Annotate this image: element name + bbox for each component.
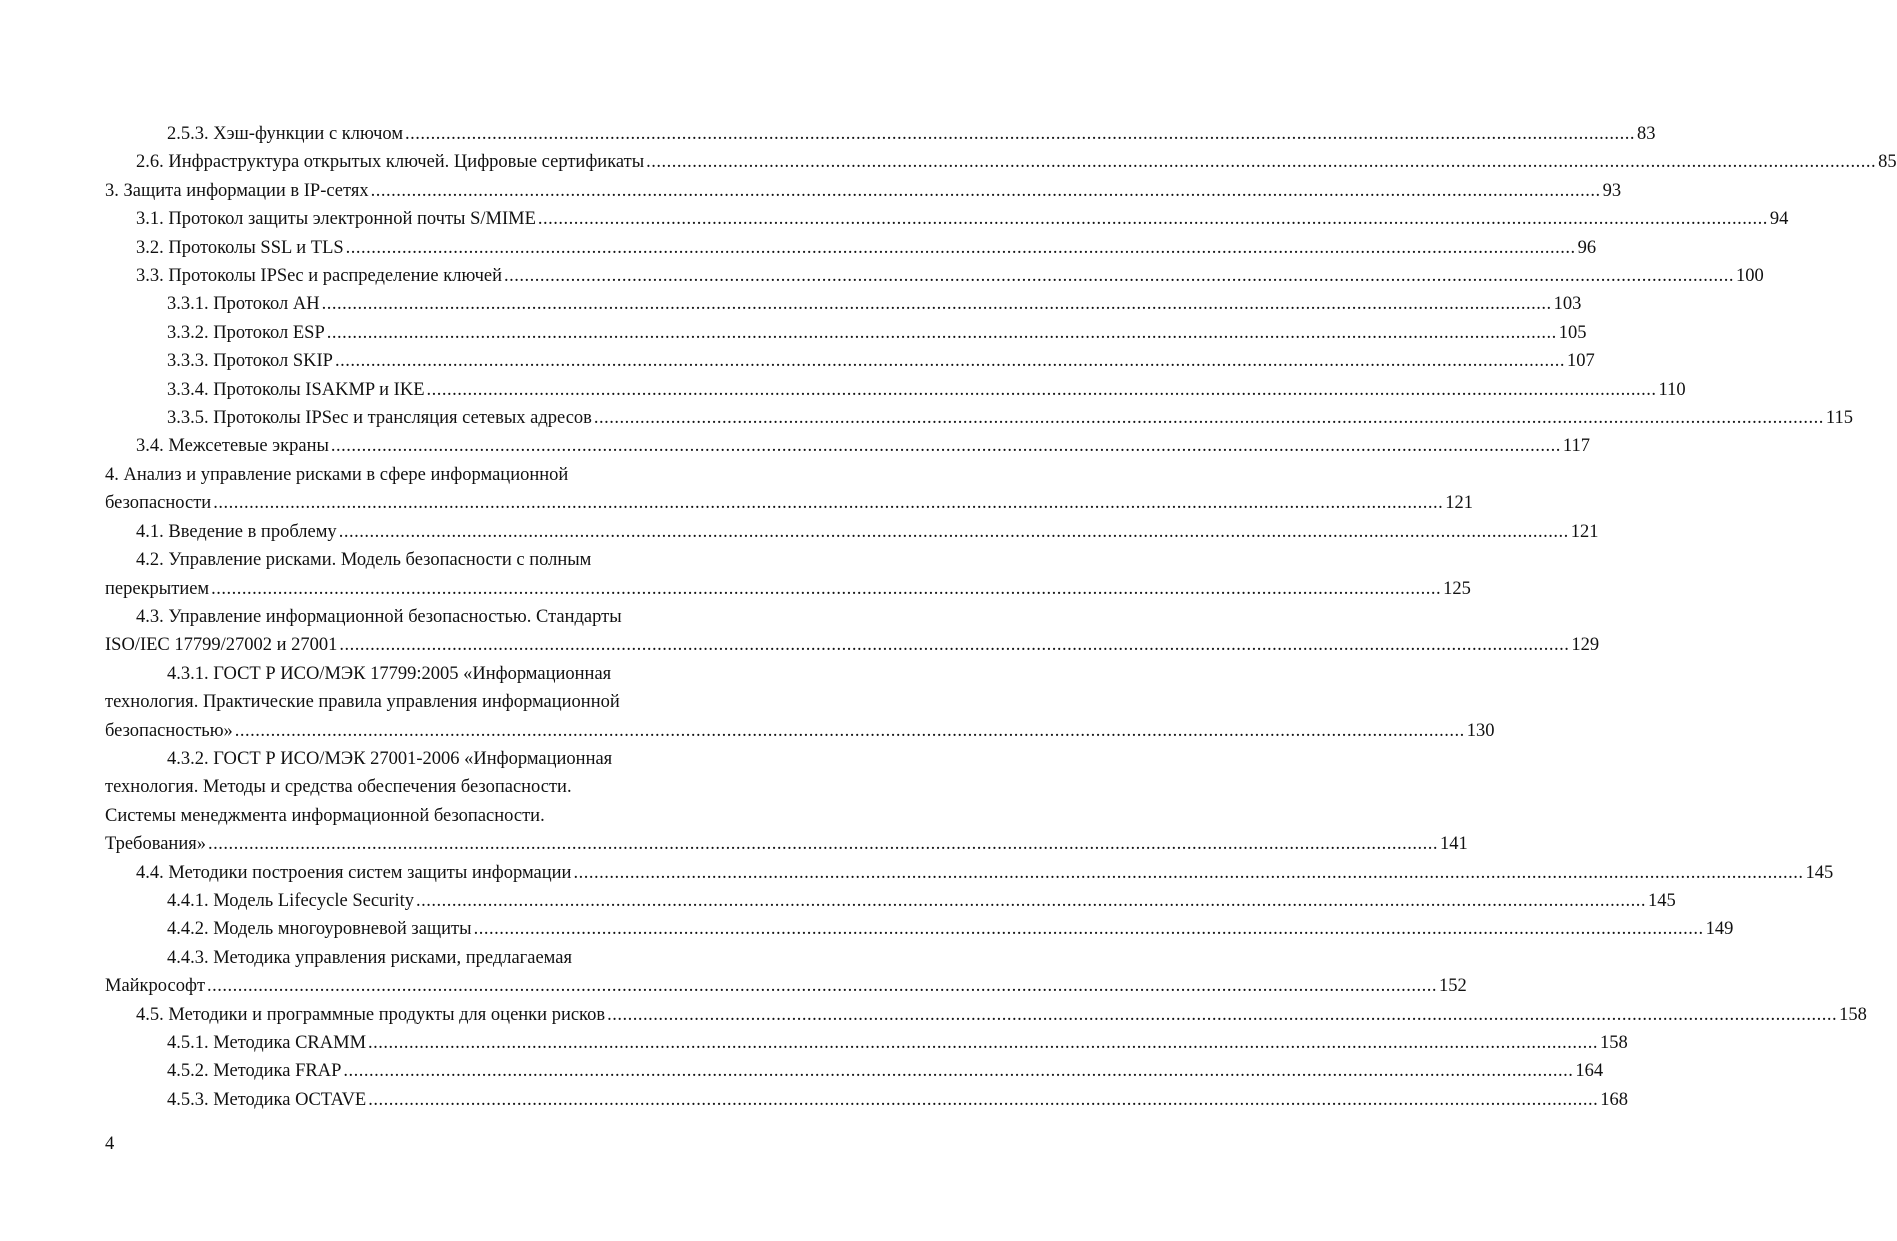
toc-entry-title: Системы менеджмента информационной безопасности.: [105, 805, 545, 826]
toc-entry-title: технология. Методы и средства обеспечения безопасности.: [105, 777, 572, 798]
toc-entry-title: 3.3.3. Протокол SKIP: [167, 351, 333, 372]
toc-entry-line: [105, 688, 770, 716]
toc-entry-line: [105, 177, 1622, 205]
toc-entry-title: 3.2. Протоколы SSL и TLS: [136, 237, 344, 258]
toc-dot-leader: [339, 631, 1569, 659]
toc-entry-title: 4.5.2. Методика FRAP: [167, 1061, 342, 1082]
toc-entry-title: 3.3.2. Протокол ESP: [167, 322, 325, 343]
toc-entry-title: 2.6. Инфраструктура открытых ключей. Цифровые сертификаты: [136, 152, 645, 173]
toc-entry-line: [105, 1086, 1628, 1114]
toc-page-number: 83: [1637, 124, 1656, 144]
toc-entry: [105, 660, 1495, 745]
toc-entry-title: 2.5.3. Хэш-функции с ключом: [167, 124, 404, 144]
toc-page-number: 145: [1648, 890, 1676, 911]
toc-entry-line: [105, 603, 770, 631]
toc-page-number: 125: [1443, 578, 1471, 599]
toc-entry-line: [105, 404, 1853, 432]
toc-entry-title: 3.4. Межсетевые экраны: [136, 436, 329, 457]
toc-page-number: 105: [1558, 322, 1587, 343]
toc-entry: [105, 205, 1789, 233]
toc-page-number: 149: [1705, 919, 1734, 940]
toc-entry: [105, 518, 1599, 546]
toc-entry-title: 3. Защита информации в IP-сетях: [105, 180, 369, 201]
toc-entry: [105, 745, 1468, 859]
toc-entry: [105, 1001, 1867, 1029]
toc-page-number: 93: [1602, 180, 1622, 201]
toc-entry-title: 4.5. Методики и программные продукты для оценки рисков: [136, 1004, 606, 1025]
toc-entry-line: [105, 148, 1897, 176]
toc-dot-leader: [322, 290, 1552, 318]
toc-dot-leader: [208, 830, 1438, 858]
toc-entry-line: [105, 944, 770, 972]
toc-page-number: 121: [1445, 493, 1473, 514]
toc-entry-line: [105, 376, 1686, 404]
toc-entry-line: [105, 745, 770, 773]
toc-entry-title: 4.4.1. Модель Lifecycle Security: [167, 890, 414, 911]
toc-entry-line: [105, 120, 1656, 148]
toc-dot-leader: [331, 432, 1561, 460]
toc-page-number: 141: [1439, 834, 1468, 855]
toc-entry-title: безопасностью»: [105, 720, 233, 741]
toc-entry: [105, 148, 1897, 176]
toc-entry: [105, 546, 1471, 603]
toc-entry: [105, 234, 1597, 262]
toc-entry-title: 4. Анализ и управление рисками в сфере информационной: [105, 464, 569, 485]
toc-entry-line: [105, 234, 1597, 262]
toc-entry-title: 4.3. Управление информационной безопасностью. Стандарты: [136, 606, 622, 627]
toc-entry-line: [105, 631, 1600, 659]
toc-entry-line: [105, 887, 1676, 915]
toc-entry-line: [105, 1029, 1628, 1057]
toc-entry: [105, 915, 1734, 943]
toc-entry: [105, 944, 1467, 1001]
toc-dot-leader: [504, 262, 1734, 290]
toc-page-number: 158: [1839, 1004, 1867, 1025]
toc-entry-line: [105, 489, 1473, 517]
toc-page-number: 103: [1553, 294, 1582, 315]
toc-entry-line: [105, 205, 1789, 233]
toc-dot-leader: [538, 205, 1768, 233]
toc-entry-title: 4.5.3. Методика OCTAVE: [167, 1089, 367, 1110]
toc-page-number: 130: [1466, 720, 1495, 741]
toc-entry-title: технология. Практические правила управления информационной: [105, 692, 620, 713]
toc-dot-leader: [368, 1029, 1598, 1057]
toc-entry-line: [105, 262, 1764, 290]
toc-entry: [105, 376, 1686, 404]
toc-entry-title: 4.2. Управление рисками. Модель безопасности с полным: [136, 550, 592, 571]
toc-entry-title: Майкрософт: [105, 976, 206, 997]
toc-page-number: 100: [1735, 266, 1764, 287]
toc-entry: [105, 347, 1595, 375]
toc-entry-title: 3.3.1. Протокол AH: [167, 294, 320, 315]
toc-entry-line: [105, 290, 1582, 318]
toc-entry-title: Требования»: [105, 834, 206, 855]
toc-entry-title: 4.3.1. ГОСТ Р ИСО/МЭК 17799:2005 «Информационная: [167, 663, 612, 684]
toc-page-number: 94: [1769, 209, 1789, 230]
toc-dot-leader: [474, 915, 1704, 943]
toc-entry: [105, 432, 1590, 460]
toc-entry-line: [105, 859, 1834, 887]
toc-page-number: 115: [1825, 408, 1853, 429]
toc-entry-title: 4.3.2. ГОСТ Р ИСО/МЭК 27001-2006 «Информационная: [167, 748, 613, 769]
toc-page-number: 96: [1577, 237, 1597, 258]
toc-entry-line: [105, 546, 770, 574]
toc-entry-title: безопасности: [105, 493, 212, 514]
toc-entry-line: [105, 660, 770, 688]
toc-entry-title: 4.4.2. Модель многоуровневой защиты: [167, 919, 472, 940]
toc-entry: [105, 290, 1582, 318]
toc-dot-leader: [646, 148, 1876, 176]
toc-dot-leader: [416, 887, 1646, 915]
toc-dot-leader: [405, 120, 1635, 148]
toc-entry-title: 4.5.1. Методика CRAMM: [167, 1033, 367, 1053]
toc-dot-leader: [207, 972, 1437, 1000]
toc-entry-title: 3.3.4. Протоколы ISAKMP и IKE: [167, 379, 425, 400]
toc-dot-leader: [339, 518, 1569, 546]
toc-entry: [105, 120, 1656, 148]
toc-dot-leader: [427, 376, 1657, 404]
toc-entry-title: 4.4. Методики построения систем защиты информации: [136, 862, 572, 883]
toc-page-number: 110: [1658, 379, 1686, 400]
toc-dot-leader: [368, 1086, 1598, 1114]
toc-entry: [105, 887, 1676, 915]
toc-page-number: 145: [1805, 862, 1834, 883]
toc-entry-line: [105, 1057, 1604, 1085]
toc-entry-line: [105, 915, 1734, 943]
toc-dot-leader: [594, 404, 1824, 432]
toc-entry-line: [105, 830, 1468, 858]
toc-dot-leader: [343, 1057, 1573, 1085]
table-of-contents: [105, 120, 1897, 1114]
toc-entry: [105, 1086, 1628, 1114]
toc-entry-line: [105, 347, 1595, 375]
toc-page-number: 107: [1566, 351, 1595, 372]
toc-entry-line: [105, 1001, 1867, 1029]
toc-dot-leader: [327, 319, 1557, 347]
toc-entry-title: 3.1. Протокол защиты электронной почты S/MIME: [136, 209, 536, 230]
toc-page-number: 168: [1600, 1089, 1628, 1110]
toc-entry: [105, 1029, 1628, 1057]
toc-entry-title: 3.3.5. Протоколы IPSec и трансляция сетевых адресов: [167, 408, 592, 429]
toc-entry-line: [105, 717, 1495, 745]
toc-entry: [105, 262, 1764, 290]
toc-page-number: 85: [1878, 152, 1897, 173]
toc-entry-line: [105, 575, 1471, 603]
toc-dot-leader: [335, 347, 1565, 375]
toc-dot-leader: [346, 234, 1576, 262]
toc-entry-title: перекрытием: [105, 578, 210, 599]
toc-dot-leader: [213, 489, 1443, 517]
toc-entry-title: 3.3. Протоколы IPSec и распределение ключей: [136, 266, 502, 287]
toc-dot-leader: [573, 859, 1803, 887]
toc-entry: [105, 319, 1587, 347]
toc-dot-leader: [211, 575, 1441, 603]
toc-page-number: 158: [1600, 1033, 1628, 1053]
toc-entry-line: [105, 518, 1599, 546]
toc-entry: [105, 603, 1600, 660]
toc-entry-title: 4.1. Введение в проблему: [136, 521, 337, 542]
toc-entry-title: 4.4.3. Методика управления рисками, предлагаемая: [167, 947, 572, 968]
toc-entry: [105, 177, 1622, 205]
toc-entry-title: ISO/IEC 17799/27002 и 27001: [105, 635, 338, 656]
toc-dot-leader: [607, 1001, 1837, 1029]
toc-entry-line: [105, 461, 770, 489]
toc-entry: [105, 404, 1853, 432]
page-number: 4: [105, 1134, 115, 1154]
toc-entry: [105, 461, 1473, 518]
toc-dot-leader: [235, 717, 1465, 745]
toc-entry-line: [105, 773, 770, 801]
toc-entry-line: [105, 319, 1587, 347]
toc-entry-line: [105, 802, 770, 830]
toc-entry-line: [105, 432, 1590, 460]
toc-page-number: 164: [1575, 1061, 1604, 1082]
toc-page-number: 117: [1562, 436, 1590, 457]
toc-page-number: 129: [1571, 635, 1600, 656]
toc-entry: [105, 1057, 1604, 1085]
toc-page-number: 121: [1570, 521, 1599, 542]
toc-page-number: 152: [1439, 976, 1467, 997]
toc-dot-leader: [371, 177, 1601, 205]
toc-entry: [105, 859, 1834, 887]
toc-entry-line: [105, 972, 1467, 1000]
